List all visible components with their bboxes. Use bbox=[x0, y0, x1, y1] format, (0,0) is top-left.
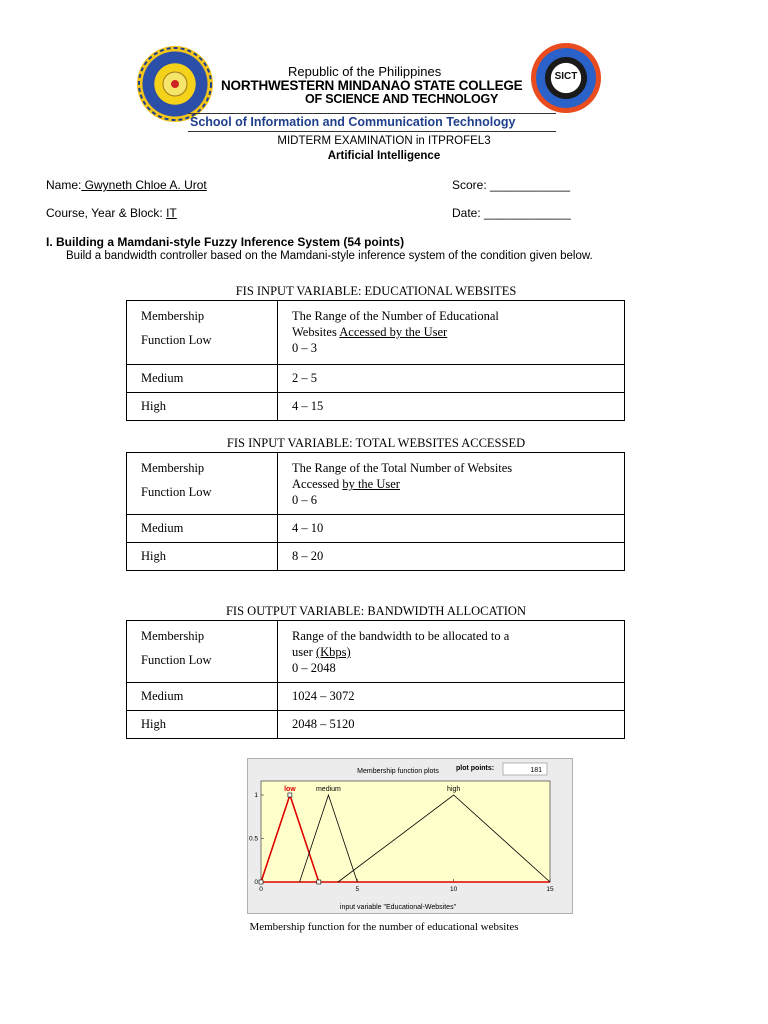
table-caption: FIS INPUT VARIABLE: EDUCATIONAL WEBSITES bbox=[235, 284, 517, 298]
header-rule-bottom bbox=[188, 131, 556, 132]
range-head-text: Websites bbox=[292, 325, 340, 339]
range-head-underlined: Accessed by the User bbox=[339, 325, 448, 339]
row-label: Medium bbox=[127, 515, 278, 543]
mf-handle[interactable] bbox=[317, 880, 321, 884]
head-line: Function Low bbox=[141, 653, 212, 667]
range-head-line: The Range of the Total Number of Websites bbox=[292, 461, 513, 475]
x-tick-label: 10 bbox=[450, 886, 458, 893]
head-line: Membership bbox=[141, 309, 205, 323]
membership-plot-panel bbox=[247, 758, 573, 914]
exam-subject: Artificial Intelligence bbox=[327, 150, 441, 162]
row-label: Medium bbox=[127, 683, 278, 711]
table-row bbox=[127, 711, 625, 739]
exam-title: MIDTERM EXAMINATION in ITPROFEL3 bbox=[277, 135, 491, 147]
range-head-underlined: (Kbps) bbox=[315, 645, 351, 659]
membership-table bbox=[126, 620, 625, 739]
table-row bbox=[127, 543, 625, 571]
y-tick-label: 0 bbox=[254, 879, 258, 886]
header-rule-top bbox=[188, 113, 556, 114]
membership-table bbox=[126, 300, 625, 421]
row-range: 2 – 5 bbox=[278, 365, 625, 393]
membership-table bbox=[126, 452, 625, 571]
plot-panel-title: Membership function plots bbox=[357, 768, 439, 775]
head-line: Function Low bbox=[141, 485, 212, 499]
range-head-underlined: by the User bbox=[342, 477, 400, 491]
course-field bbox=[46, 206, 177, 220]
row-label: High bbox=[127, 711, 278, 739]
school-name: School of Information and Communication Technology bbox=[190, 115, 516, 129]
section-instruction: Build a bandwidth controller based on the Mamdani-style inference system of the condition given below. bbox=[66, 250, 593, 262]
table-row bbox=[127, 393, 625, 421]
table-range-head-cell bbox=[278, 301, 625, 365]
range-head-line: Range of the bandwidth to be allocated to a bbox=[292, 629, 510, 643]
table-head-cell bbox=[127, 453, 278, 515]
range-head-text: user bbox=[292, 645, 316, 659]
low-range: 0 – 6 bbox=[292, 493, 317, 507]
table-caption: FIS OUTPUT VARIABLE: BANDWIDTH ALLOCATION bbox=[225, 604, 526, 618]
republic-line: Republic of the Philippines bbox=[288, 64, 442, 79]
row-label: High bbox=[127, 393, 278, 421]
row-label: Medium bbox=[127, 365, 278, 393]
college-name-line2: OF SCIENCE AND TECHNOLOGY bbox=[305, 92, 499, 106]
table-range-head-cell bbox=[278, 621, 625, 683]
x-tick-label: 15 bbox=[546, 886, 554, 893]
series-low-label: low bbox=[284, 786, 296, 793]
mf-handle[interactable] bbox=[259, 880, 263, 884]
x-tick-label: 5 bbox=[355, 886, 360, 893]
date-field: Date: _____________ bbox=[452, 206, 571, 220]
y-tick-label: 0.5 bbox=[248, 835, 258, 843]
series-high-label: high bbox=[447, 786, 461, 793]
row-label: High bbox=[127, 543, 278, 571]
name-field bbox=[46, 178, 207, 192]
seal-gear-icon bbox=[137, 46, 213, 122]
section-heading: I. Building a Mamdani-style Fuzzy Inference System (54 points) bbox=[46, 235, 405, 249]
low-range: 0 – 3 bbox=[292, 341, 317, 355]
row-range: 8 – 20 bbox=[278, 543, 625, 571]
table-head-cell bbox=[127, 621, 278, 683]
course-label: Course, Year & Block: bbox=[46, 206, 163, 220]
plot-points-value: 181 bbox=[530, 767, 542, 774]
sict-logo-text: SICT bbox=[554, 71, 578, 82]
head-line: Membership bbox=[141, 629, 205, 643]
row-range: 2048 – 5120 bbox=[278, 711, 625, 739]
table-caption: FIS INPUT VARIABLE: TOTAL WEBSITES ACCESSED bbox=[226, 436, 526, 450]
table-row bbox=[127, 365, 625, 393]
figure-caption: Membership function for the number of educational websites bbox=[249, 921, 519, 933]
series-medium-label: medium bbox=[315, 786, 341, 793]
mf-handle[interactable] bbox=[288, 793, 292, 797]
x-tick-label: 0 bbox=[259, 886, 263, 893]
membership-plot bbox=[248, 759, 572, 913]
table-head-cell bbox=[127, 301, 278, 365]
row-range: 4 – 10 bbox=[278, 515, 625, 543]
range-head-line: The Range of the Number of Educational bbox=[292, 309, 499, 323]
name-label: Name: bbox=[46, 178, 82, 192]
score-field: Score: ____________ bbox=[452, 178, 571, 192]
college-name-line1: NORTHWESTERN MINDANAO STATE COLLEGE bbox=[221, 78, 523, 93]
course-value: IT bbox=[166, 206, 177, 220]
table-row bbox=[127, 515, 625, 543]
y-tick-label: 1 bbox=[254, 792, 258, 799]
name-value: Gwyneth Chloe A. Urot bbox=[81, 178, 207, 192]
row-range: 4 – 15 bbox=[278, 393, 625, 421]
head-line: Function Low bbox=[141, 333, 212, 347]
college-seal-logo bbox=[137, 46, 213, 122]
head-line: Membership bbox=[141, 461, 205, 475]
plot-x-axis-label: input variable "Educational-Websites" bbox=[339, 904, 457, 911]
low-range: 0 – 2048 bbox=[292, 661, 336, 675]
table-row bbox=[127, 683, 625, 711]
table-range-head-cell bbox=[278, 453, 625, 515]
range-head-text: Accessed bbox=[292, 477, 343, 491]
plot-points-label: plot points: bbox=[456, 765, 495, 772]
sict-logo bbox=[531, 43, 601, 113]
row-range: 1024 – 3072 bbox=[278, 683, 625, 711]
